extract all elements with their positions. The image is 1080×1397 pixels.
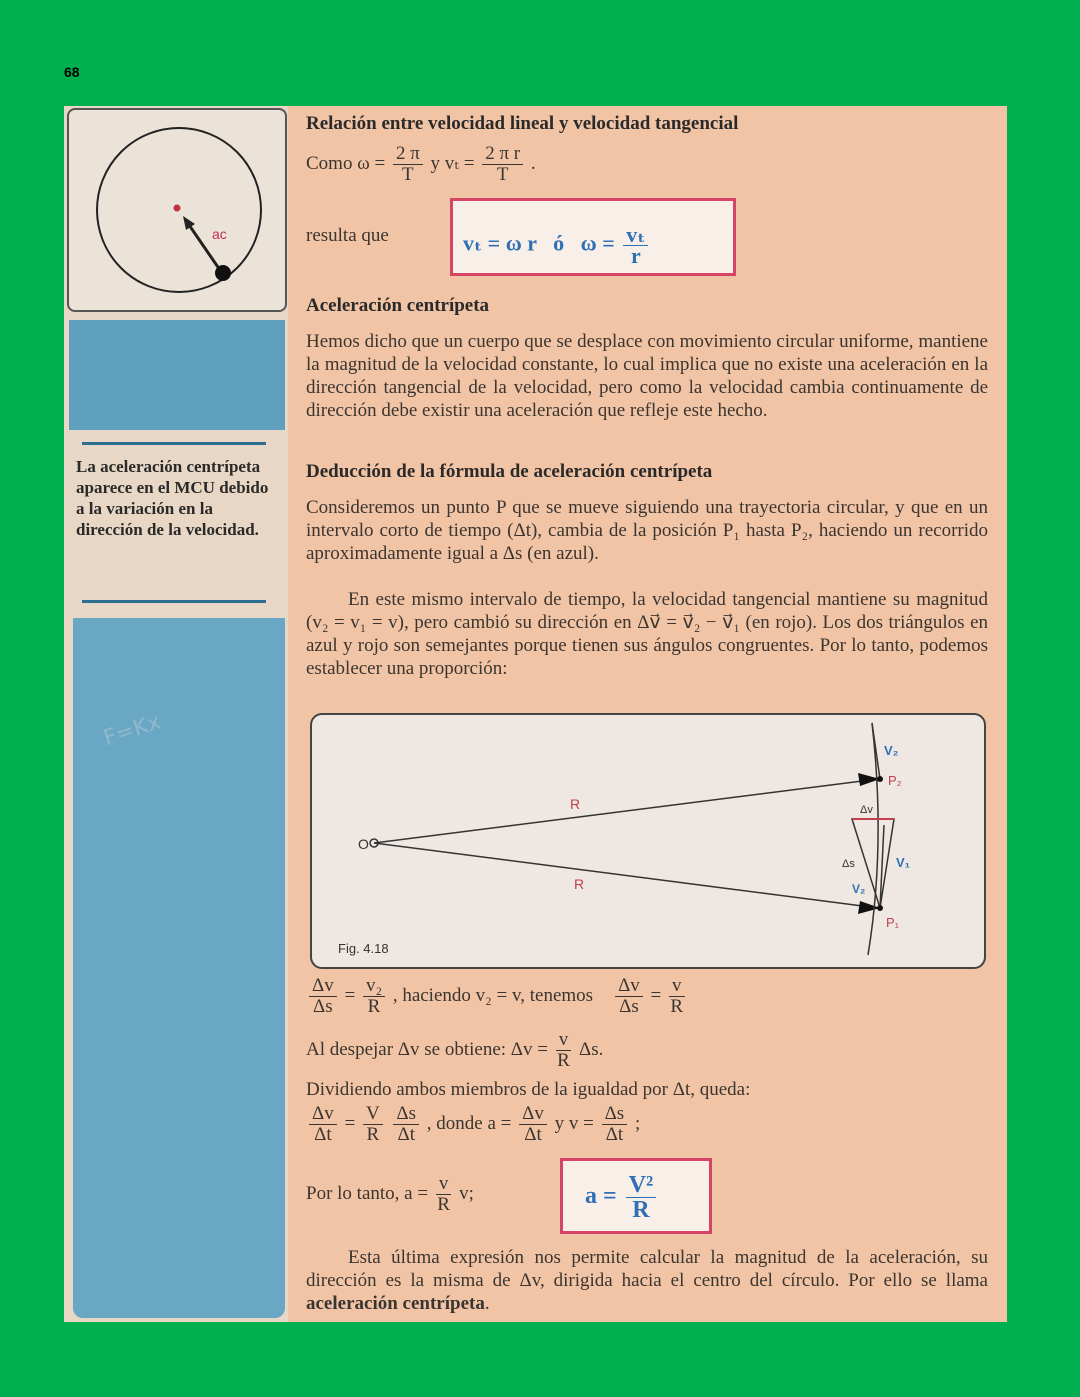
V2-label: V₂ bbox=[884, 743, 899, 758]
two-pi-over-T bbox=[393, 144, 423, 185]
ds-label: Δs bbox=[842, 858, 855, 870]
figure-svg bbox=[312, 715, 984, 967]
frac-num: Δv bbox=[309, 1104, 337, 1125]
frac-num: Δv bbox=[309, 976, 337, 997]
frac-num: 2 π bbox=[393, 144, 423, 165]
circle-diagram bbox=[67, 108, 287, 312]
ds-over-dt-2 bbox=[602, 1104, 628, 1145]
R-top-label: R bbox=[570, 796, 581, 812]
frac-num: v bbox=[669, 976, 685, 997]
vt-over-r bbox=[623, 222, 648, 268]
centripetal-formula-box bbox=[560, 1158, 712, 1234]
y-v-text: y v = bbox=[554, 1112, 594, 1134]
final-formula bbox=[585, 1173, 659, 1222]
frac-num: Δs bbox=[602, 1104, 628, 1125]
frac-den: Δs bbox=[619, 996, 639, 1017]
section3-para2: En este mismo intervalo de tiempo, la velocidad tangencial mantiene su magnitud (v₂ = v₁ = v), pero cambió su dirección en Δv⃗ = v⃗₂ − v⃗₁ (en rojo). Los dos triángulos en azul y rojo son semejantes porque tienen sus ángulos congruentes. Por lo tanto, podemos establecer una proporción: bbox=[306, 589, 988, 679]
radius-top bbox=[374, 779, 878, 843]
frac-den: Δt bbox=[397, 1124, 415, 1145]
division-line bbox=[306, 1104, 640, 1145]
frac-den: R bbox=[437, 1194, 450, 1215]
two-pi-r-over-T bbox=[482, 144, 523, 185]
eq-sign-2: = bbox=[650, 984, 662, 1006]
center-point bbox=[174, 205, 181, 212]
P1-point bbox=[877, 905, 883, 911]
vt-eq: vₜ = ω r bbox=[463, 230, 537, 256]
v-over-R bbox=[669, 976, 685, 1017]
frac-num: v bbox=[556, 1030, 572, 1051]
haciendo-text: , haciendo v₂ = v, tenemos bbox=[392, 984, 594, 1006]
como-text: Como bbox=[306, 152, 353, 174]
V2b-label: V₂ bbox=[852, 882, 866, 896]
dv-over-ds-2 bbox=[615, 976, 643, 1017]
divider-bottom bbox=[82, 600, 266, 603]
velocity-formula-box bbox=[450, 198, 736, 276]
y-vt-text: y vₜ = bbox=[430, 152, 475, 174]
frac-den: R bbox=[557, 1050, 570, 1071]
blue-panel-bottom bbox=[73, 618, 285, 1318]
omega-eq: ω = bbox=[580, 230, 615, 256]
closing-end: . bbox=[484, 1293, 490, 1314]
textbook-page bbox=[64, 106, 1007, 1322]
section1-title: Relación entre velocidad lineal y velocidad tangencial bbox=[306, 113, 739, 134]
P2-point bbox=[877, 776, 883, 782]
moving-body bbox=[215, 265, 231, 281]
R-bottom-label: R bbox=[574, 876, 585, 892]
dv-over-ds bbox=[309, 976, 337, 1017]
resulta-text: resulta que bbox=[306, 225, 389, 246]
despejar-line bbox=[306, 1030, 603, 1071]
eq-sign-3: = bbox=[344, 1112, 356, 1134]
frac-num: v bbox=[436, 1174, 452, 1195]
section3-para1: Consideremos un punto P que se mueve siguiendo una trayectoria circular, y que en un intervalo corto de tiempo (Δt), cambia de la posición P₁ hasta P₂, haciendo un recorrido aproximadamente igual a Δs (en azul). bbox=[306, 497, 988, 564]
radius-bottom-arrow bbox=[858, 901, 880, 914]
frac-num: vₜ bbox=[623, 225, 648, 246]
eq-sign: = bbox=[344, 984, 356, 1006]
frac-den: T bbox=[496, 164, 509, 185]
porlotanto-line bbox=[306, 1174, 474, 1215]
v-over-R-2 bbox=[556, 1030, 572, 1071]
closing-text: Esta última expresión nos permite calcular la magnitud de la aceleración, su dirección es la misma de Δv, dirigida hacia el centro del círculo. Por ello se llama bbox=[306, 1247, 988, 1291]
circle-svg bbox=[69, 110, 285, 310]
V1-label: V₁ bbox=[896, 855, 911, 870]
figure-4-18 bbox=[310, 713, 986, 969]
proportion-line bbox=[306, 976, 688, 1017]
pencil-scribble: F=Kx bbox=[100, 709, 164, 752]
frac-num: v₂ bbox=[363, 976, 385, 997]
section2-title: Aceleración centrípeta bbox=[306, 295, 490, 316]
section2-body: Hemos dicho que un cuerpo que se desplace con movimiento circular uniforme, mantiene la magnitud de la velocidad constante, lo cual implica que no existe una aceleración en la dirección tangencial de la velocidad, pero como la velocidad cambia continuamente de dirección debe existir una aceleración que refleje este hecho. bbox=[306, 331, 988, 421]
box-content bbox=[463, 222, 651, 268]
figure-caption: Fig. 4.18 bbox=[338, 941, 389, 956]
frac-den: Δs bbox=[313, 996, 333, 1017]
V-over-R bbox=[363, 1104, 383, 1145]
dv-label: Δv bbox=[860, 804, 873, 816]
frac-num: V² bbox=[626, 1173, 657, 1198]
frac-num: Δv bbox=[519, 1104, 547, 1125]
frac-num: Δs bbox=[393, 1104, 419, 1125]
v-over-R-3 bbox=[436, 1174, 452, 1215]
or-text: ó bbox=[553, 230, 565, 256]
blue-panel-top bbox=[69, 320, 285, 430]
frac-den: R bbox=[670, 996, 684, 1017]
despejar-text: Al despejar Δv se obtiene: Δv = bbox=[306, 1038, 548, 1060]
frac-den: Δt bbox=[605, 1124, 624, 1145]
dv-over-dt bbox=[309, 1104, 337, 1145]
ds-end: Δs. bbox=[578, 1038, 604, 1060]
closing-bold: aceleración centrípeta bbox=[306, 1293, 485, 1314]
radius-bottom bbox=[374, 843, 878, 908]
porlotanto-text: Por lo tanto, a = bbox=[306, 1182, 429, 1204]
sidebar bbox=[64, 106, 288, 1322]
donde-text: , donde a = bbox=[426, 1112, 512, 1134]
frac-den: r bbox=[630, 243, 641, 268]
v-semicolon: v; bbox=[459, 1182, 474, 1204]
frac-den: R bbox=[367, 996, 381, 1017]
dv-over-dt-2 bbox=[519, 1104, 547, 1145]
frac-num: 2 π r bbox=[482, 144, 523, 165]
P2-label: P₂ bbox=[888, 773, 902, 788]
divider-top bbox=[82, 442, 266, 445]
V2-over-R bbox=[626, 1173, 657, 1222]
P1-label: P₁ bbox=[886, 915, 900, 930]
page-number: 68 bbox=[64, 64, 80, 80]
omega-eq: ω = bbox=[357, 152, 386, 174]
arrow-head bbox=[183, 216, 195, 230]
section3-title: Deducción de la fórmula de aceleración centrípeta bbox=[306, 461, 713, 482]
frac-den: R bbox=[366, 1124, 380, 1145]
O-label: O bbox=[358, 836, 369, 852]
closing-paragraph bbox=[306, 1246, 988, 1315]
frac-num: V bbox=[363, 1104, 383, 1125]
semicolon: ; bbox=[634, 1112, 641, 1134]
ac-label: ac bbox=[212, 226, 227, 242]
ds-over-dt bbox=[393, 1104, 419, 1145]
sidebar-note: La aceleración centrípeta aparece en el MCU debido a la variación en la dirección de la velocidad. bbox=[76, 457, 269, 539]
frac-den: Δt bbox=[524, 1124, 542, 1145]
a-eq: a = bbox=[585, 1183, 617, 1210]
frac-den: T bbox=[402, 164, 414, 185]
omega-definition bbox=[306, 144, 536, 185]
frac-den: R bbox=[632, 1197, 650, 1223]
v2-over-R bbox=[363, 976, 385, 1017]
period: . bbox=[530, 152, 536, 174]
dividiendo-text: Dividiendo ambos miembros de la igualdad por Δt, queda: bbox=[306, 1079, 751, 1100]
frac-num: Δv bbox=[615, 976, 643, 997]
frac-den: Δt bbox=[314, 1124, 332, 1145]
